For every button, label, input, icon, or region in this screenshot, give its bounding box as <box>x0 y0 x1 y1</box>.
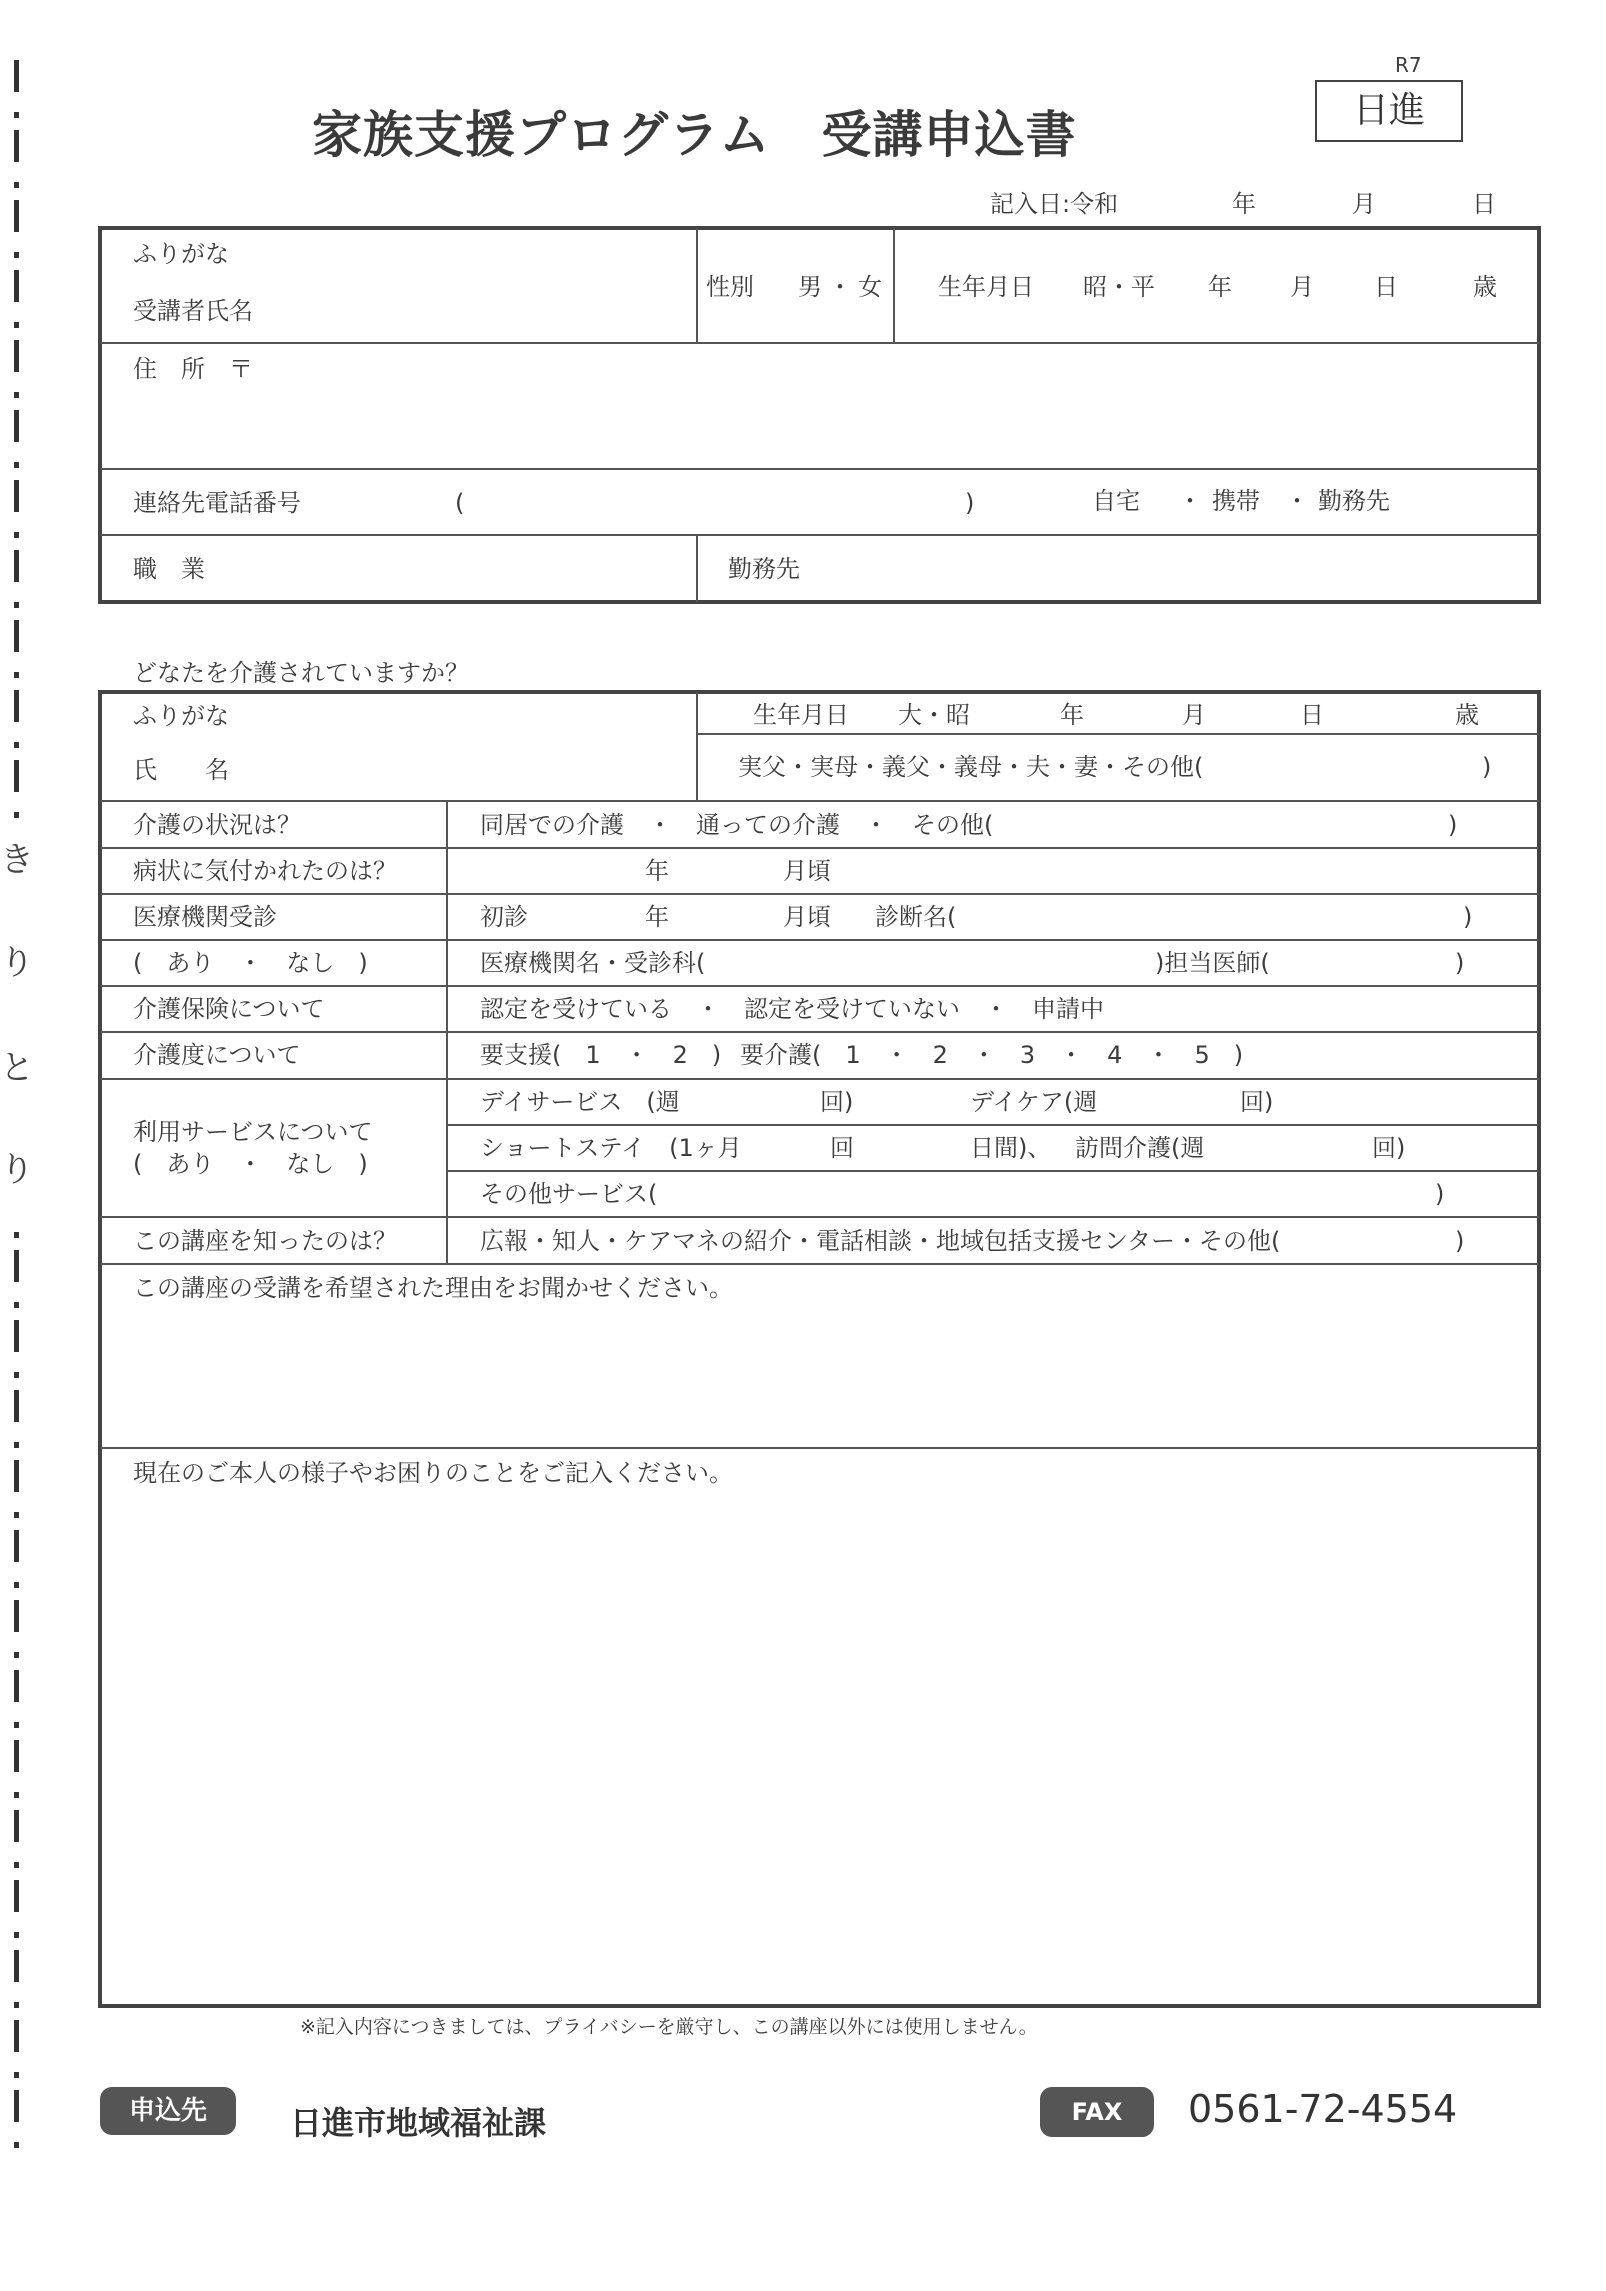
cut-line-dash <box>14 1880 19 1912</box>
doctor-close-paren: ) <box>1455 949 1465 977</box>
age-label: 歳 <box>1473 273 1497 301</box>
cared-age-label: 歳 <box>1455 701 1479 729</box>
phone-close-paren: ) <box>965 489 975 517</box>
cut-line-dash <box>14 2020 19 2052</box>
cut-line-dot <box>14 1722 19 1728</box>
diagnosis-close-paren: ) <box>1463 903 1473 931</box>
workplace-label: 勤務先 <box>728 555 800 583</box>
cut-line-dot <box>14 1792 19 1798</box>
birth-year: 年 <box>1208 273 1232 301</box>
cut-line-dash <box>14 1950 19 1982</box>
phone-open-paren: ( <box>455 489 465 517</box>
fax-number: 0561-72-4554 <box>1188 2087 1458 2131</box>
reason-prompt: この講座の受講を希望された理由をお聞かせください。 <box>133 1274 733 1302</box>
service-label: 利用サービスについて <box>133 1118 373 1146</box>
care-table <box>98 690 1541 2008</box>
cut-line-dash <box>14 2090 19 2122</box>
cut-line-dash <box>14 1390 19 1422</box>
care-level-label: 介護度について <box>133 1041 301 1069</box>
cut-line-dot <box>14 532 19 538</box>
cut-line-dot <box>14 392 19 398</box>
cut-line-dot <box>14 2072 19 2078</box>
form-title: 家族支援プログラム 受講申込書 <box>312 106 1077 164</box>
hospital-label: 医療機関名・受診科( <box>480 949 706 977</box>
cut-line-dash <box>14 1740 19 1772</box>
entry-day: 日 <box>1472 190 1496 218</box>
phone-type-mobile: 携帯 <box>1212 487 1260 515</box>
first-visit-label: 初診 <box>480 903 528 931</box>
cut-line-dot <box>14 602 19 608</box>
cut-line-dash <box>14 1810 19 1842</box>
entry-month: 月 <box>1352 190 1376 218</box>
gender-label: 性別 <box>706 273 754 301</box>
noticed-year: 年 <box>645 857 669 885</box>
insurance-options: 認定を受けている ・ 認定を受けていない ・ 申請中 <box>480 995 1104 1023</box>
cut-line-dash <box>14 1320 19 1352</box>
relation-options: 実父・実母・義父・義母・夫・妻・その他( <box>738 753 1204 781</box>
cut-line-dash <box>14 200 19 232</box>
fax-badge: FAX <box>1040 2087 1154 2137</box>
job-label: 職 業 <box>133 555 205 583</box>
service-yes-no: ( あり ・ なし ) <box>133 1150 368 1178</box>
cut-line-dash <box>14 1600 19 1632</box>
cared-birth-day: 日 <box>1300 701 1324 729</box>
cared-birth-era: 大・昭 <box>898 701 970 729</box>
cared-birth-month: 月 <box>1182 701 1206 729</box>
cut-line-dot <box>14 252 19 258</box>
office-name: 日進市地域福祉課 <box>290 2104 547 2142</box>
gender-options: 男・女 <box>798 273 888 301</box>
insurance-label: 介護保険について <box>133 995 325 1023</box>
cut-line-dot <box>14 1302 19 1308</box>
cut-line-dot <box>14 182 19 188</box>
diagnosis-label: 診断名( <box>875 903 957 931</box>
cut-line-dash <box>14 760 19 792</box>
cut-line-dot <box>14 1442 19 1448</box>
source-options: 広報・知人・ケアマネの紹介・電話相談・地域包括支援センター・その他( <box>480 1227 1281 1255</box>
cut-line-dash <box>14 270 19 302</box>
source-close-paren: ) <box>1455 1227 1465 1255</box>
cared-name-label: 氏 名 <box>133 756 229 784</box>
cut-line-dash <box>14 60 19 92</box>
home-care-times: 回) <box>1372 1134 1406 1162</box>
phone-label: 連絡先電話番号 <box>133 489 301 517</box>
address-label: 住 所 〒 <box>133 355 253 383</box>
other-service-close-paren: ) <box>1435 1180 1445 1208</box>
cut-line-dot <box>14 1582 19 1588</box>
cut-line-dash <box>14 1250 19 1282</box>
cut-line-dash <box>14 550 19 582</box>
cut-line-dot <box>14 322 19 328</box>
birthdate-label: 生年月日 <box>938 273 1034 301</box>
phone-type-work: 勤務先 <box>1318 487 1390 515</box>
city-stamp-box <box>1315 80 1463 142</box>
cut-line-dash <box>14 410 19 442</box>
phone-type-separator-2: ・ <box>1285 487 1309 515</box>
year-label: R7 <box>1395 53 1422 77</box>
relation-close-paren: ) <box>1482 753 1492 781</box>
short-stay-label: ショートステイ (1ヶ月 <box>480 1134 742 1162</box>
cut-line-dot <box>14 462 19 468</box>
cut-line-dash <box>14 1530 19 1562</box>
first-visit-month: 月頃 <box>783 903 831 931</box>
day-service-label: デイサービス (週 <box>480 1088 680 1116</box>
day-care-label: デイケア(週 <box>970 1088 1098 1116</box>
cared-birthdate-label: 生年月日 <box>753 701 849 729</box>
short-stay-times: 回 <box>830 1134 854 1162</box>
care-question: どなたを介護されていますか？ <box>133 659 469 687</box>
cut-line-dash <box>14 480 19 512</box>
cut-line-dot <box>14 812 19 818</box>
care-status-close-paren: ) <box>1448 811 1458 839</box>
cut-here-char-4: り <box>0 1150 34 1190</box>
day-care-times: 回) <box>1240 1088 1274 1116</box>
situation-prompt: 現在のご本人の様子やお困りのことをご記入ください。 <box>133 1459 733 1487</box>
birth-era-options: 昭・平 <box>1083 273 1155 301</box>
phone-type-separator-1: ・ <box>1178 487 1202 515</box>
first-visit-year: 年 <box>645 903 669 931</box>
cut-line-dash <box>14 1670 19 1702</box>
apply-badge: 申込先 <box>100 2087 236 2135</box>
cut-line-dot <box>14 2002 19 2008</box>
cut-line-dash <box>14 130 19 162</box>
noticed-label: 病状に気付かれたのは？ <box>133 857 397 885</box>
care-level-options: 要介護( 1 ・ 2 ・ 3 ・ 4 ・ 5 ) <box>740 1041 1244 1069</box>
cut-line-dash <box>14 1460 19 1492</box>
birth-day: 日 <box>1374 273 1398 301</box>
cut-here-char-2: り <box>0 943 34 983</box>
cut-line-dot <box>14 1232 19 1238</box>
cut-line-dot <box>14 1372 19 1378</box>
noticed-month: 月頃 <box>783 857 831 885</box>
cut-line <box>10 60 24 2160</box>
cut-line-dash <box>14 690 19 722</box>
cut-line-dot <box>14 112 19 118</box>
care-status-options: 同居での介護 ・ 通っての介護 ・ その他( <box>480 811 994 839</box>
cut-line-dot <box>14 742 19 748</box>
day-service-times: 回) <box>820 1088 854 1116</box>
cut-line-dash <box>14 620 19 652</box>
entry-date-label: 記入日:令和 <box>990 190 1119 218</box>
applicant-furigana-label: ふりがな <box>133 240 229 268</box>
city-stamp: 日進 <box>1352 90 1425 131</box>
other-service-label: その他サービス( <box>480 1180 658 1208</box>
entry-year: 年 <box>1232 190 1256 218</box>
cut-line-dot <box>14 1862 19 1868</box>
care-status-label: 介護の状況は？ <box>133 811 301 839</box>
cut-line-dash <box>14 340 19 372</box>
cut-line-dot <box>14 1512 19 1518</box>
birth-month: 月 <box>1290 273 1314 301</box>
cared-furigana-label: ふりがな <box>133 702 229 730</box>
doctor-label: )担当医師( <box>1155 949 1270 977</box>
cared-birth-year: 年 <box>1060 701 1084 729</box>
cut-line-dot <box>14 1932 19 1938</box>
source-label: この講座を知ったのは？ <box>133 1227 397 1255</box>
phone-type-home: 自宅 <box>1092 487 1140 515</box>
cut-here-char-3: と <box>0 1048 34 1088</box>
cut-line-dot <box>14 1652 19 1658</box>
cut-here-char-1: き <box>0 840 34 880</box>
home-care-label: 訪問介護(週 <box>1075 1134 1205 1162</box>
medical-yes-no: ( あり ・ なし ) <box>133 949 368 977</box>
support-level-options: 要支援( 1 ・ 2 ) <box>480 1041 722 1069</box>
privacy-note: ※記入内容につきましては、プライバシーを厳守し、この講座以外には使用しません。 <box>300 2016 1038 2038</box>
cut-line-dot <box>14 672 19 678</box>
short-stay-days: 日間)、 <box>970 1134 1052 1162</box>
medical-label: 医療機関受診 <box>133 903 277 931</box>
cut-line-dot <box>14 2142 19 2148</box>
applicant-name-label: 受講者氏名 <box>133 297 253 325</box>
